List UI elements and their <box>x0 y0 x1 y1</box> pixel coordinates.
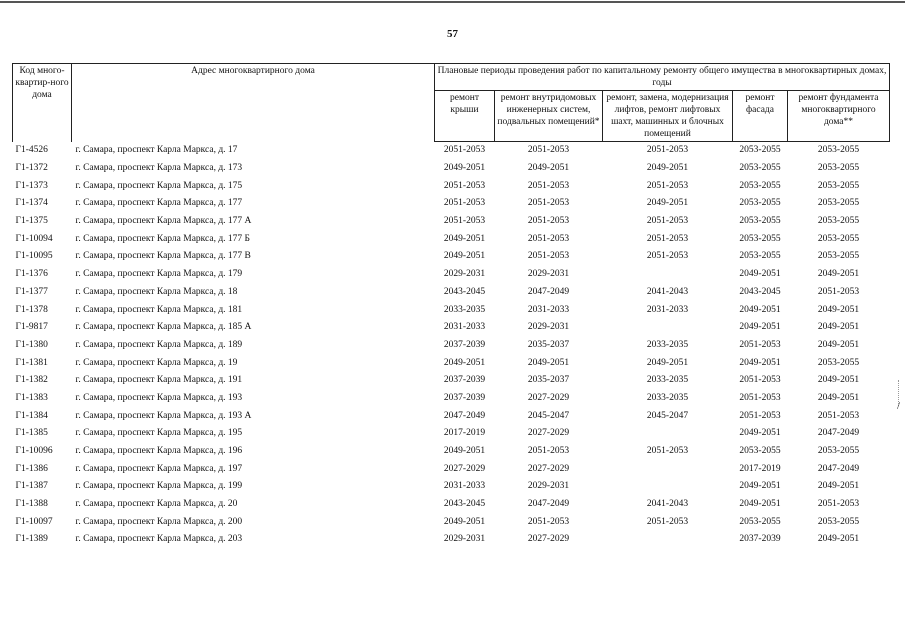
cell-foundation: 2051-2053 <box>817 286 860 297</box>
cell-facade: 2049-2051 <box>739 357 781 368</box>
cell-lifts <box>603 478 733 496</box>
cell-address: г. Самара, проспект Карла Маркса, д. 193 А <box>75 410 252 421</box>
cell-address: г. Самара, проспект Карла Маркса, д. 203 <box>75 534 243 545</box>
cell-code: Г1-10094 <box>15 233 53 244</box>
cell-facade: 2017-2019 <box>739 463 781 474</box>
cell-roof: 2051-2053 <box>443 180 486 191</box>
cell-facade: 2049-2051 <box>739 304 781 315</box>
cell-facade: 2049-2051 <box>739 499 781 510</box>
page-number: 57 <box>447 28 458 40</box>
cell-address: г. Самара, проспект Карла Маркса, д. 193 <box>75 392 243 403</box>
cell-lifts: 2033-2035 <box>646 375 689 386</box>
cell-foundation: 2053-2055 <box>817 446 860 457</box>
table-body <box>13 142 890 549</box>
cell-facade: 2053-2055 <box>739 163 781 174</box>
cell-address: г. Самара, проспект Карла Маркса, д. 181 <box>75 304 243 315</box>
cell-systems: 2035-2037 <box>527 375 570 386</box>
cell-code: Г1-1387 <box>15 481 48 492</box>
cell-roof: 2017-2019 <box>443 428 486 439</box>
header-code: Код много-квартир-ного дома <box>13 64 72 142</box>
table-row <box>13 390 890 408</box>
cell-code: Г1-1389 <box>15 534 48 545</box>
table-row <box>13 407 890 425</box>
cell-lifts: 2051-2053 <box>646 251 689 262</box>
table-row <box>13 213 890 231</box>
cell-foundation: 2047-2049 <box>817 463 860 474</box>
cell-foundation: 2049-2051 <box>817 322 860 333</box>
cell-lifts: 2051-2053 <box>646 446 689 457</box>
cell-lifts: 2051-2053 <box>646 145 689 156</box>
cell-lifts: 2051-2053 <box>646 180 689 191</box>
cell-foundation: 2049-2051 <box>817 481 860 492</box>
cell-roof: 2049-2051 <box>443 516 486 527</box>
cell-systems: 2047-2049 <box>527 286 570 297</box>
header-lifts: ремонт, замена, модернизация лифтов, ремонт лифтовых шахт, машинных и блочных помещений <box>603 91 733 142</box>
cell-facade: 2053-2055 <box>739 145 781 156</box>
table-row <box>13 195 890 213</box>
cell-lifts <box>603 425 733 443</box>
cell-systems: 2049-2051 <box>527 357 570 368</box>
cell-foundation: 2049-2051 <box>817 304 860 315</box>
cell-lifts <box>603 266 733 284</box>
cell-roof: 2049-2051 <box>443 357 486 368</box>
cell-foundation: 2053-2055 <box>817 251 860 262</box>
cell-facade: 2053-2055 <box>739 233 781 244</box>
cell-address: г. Самара, проспект Карла Маркса, д. 18 <box>75 286 238 297</box>
cell-address: г. Самара, проспект Карла Маркса, д. 199 <box>75 481 243 492</box>
cell-facade: 2043-2045 <box>739 286 781 297</box>
cell-facade: 2049-2051 <box>739 428 781 439</box>
cell-systems: 2051-2053 <box>527 446 570 457</box>
cell-systems: 2051-2053 <box>527 145 570 156</box>
cell-address: г. Самара, проспект Карла Маркса, д. 177 А <box>75 216 252 227</box>
repair-schedule-table <box>12 63 890 549</box>
cell-roof: 2031-2033 <box>443 481 486 492</box>
cell-facade: 2049-2051 <box>739 481 781 492</box>
cell-lifts: 2051-2053 <box>646 216 689 227</box>
cell-roof: 2049-2051 <box>443 163 486 174</box>
cell-address: г. Самара, проспект Карла Маркса, д. 173 <box>75 163 243 174</box>
cell-foundation: 2053-2055 <box>817 180 860 191</box>
cell-roof: 2049-2051 <box>443 233 486 244</box>
cell-facade: 2051-2053 <box>739 392 781 403</box>
table-row <box>13 337 890 355</box>
header-address: Адрес многоквартирного дома <box>72 64 435 142</box>
table-row <box>13 531 890 549</box>
cell-lifts <box>603 460 733 478</box>
cell-address: г. Самара, проспект Карла Маркса, д. 177 В <box>75 251 251 262</box>
cell-roof: 2049-2051 <box>443 251 486 262</box>
cell-systems: 2051-2053 <box>527 516 570 527</box>
cell-facade: 2053-2055 <box>739 446 781 457</box>
table-row <box>13 248 890 266</box>
cell-lifts: 2051-2053 <box>646 516 689 527</box>
table-row <box>13 354 890 372</box>
cell-lifts: 2051-2053 <box>646 233 689 244</box>
cell-systems: 2051-2053 <box>527 198 570 209</box>
cell-facade: 2053-2055 <box>739 198 781 209</box>
cell-code: Г1-10096 <box>15 446 53 457</box>
cell-address: г. Самара, проспект Карла Маркса, д. 177 <box>75 198 243 209</box>
cell-code: Г1-1383 <box>15 392 48 403</box>
cell-lifts: 2049-2051 <box>646 198 689 209</box>
cell-roof: 2047-2049 <box>443 410 486 421</box>
cell-address: г. Самара, проспект Карла Маркса, д. 195 <box>75 428 243 439</box>
cell-roof: 2051-2053 <box>443 198 486 209</box>
table-row <box>13 496 890 514</box>
cell-address: г. Самара, проспект Карла Маркса, д. 200 <box>75 516 243 527</box>
cell-foundation: 2053-2055 <box>817 163 860 174</box>
table-row <box>13 372 890 390</box>
cell-address: г. Самара, проспект Карла Маркса, д. 196 <box>75 446 243 457</box>
table-row <box>13 425 890 443</box>
cell-code: Г1-1376 <box>15 269 48 280</box>
table-row <box>13 160 890 178</box>
table-row <box>13 443 890 461</box>
cell-foundation: 2049-2051 <box>817 534 860 545</box>
table-row <box>13 230 890 248</box>
cell-code: Г1-1375 <box>15 216 48 227</box>
cell-code: Г1-1381 <box>15 357 48 368</box>
cell-code: Г1-1374 <box>15 198 48 209</box>
cell-code: Г1-1380 <box>15 339 48 350</box>
cell-address: г. Самара, проспект Карла Маркса, д. 197 <box>75 463 243 474</box>
cell-lifts: 2049-2051 <box>646 357 689 368</box>
cell-address: г. Самара, проспект Карла Маркса, д. 177 Б <box>75 233 251 244</box>
table-row <box>13 319 890 337</box>
cell-systems: 2027-2029 <box>527 428 570 439</box>
table-row <box>13 513 890 531</box>
cell-roof: 2051-2053 <box>443 145 486 156</box>
cell-foundation: 2053-2055 <box>817 516 860 527</box>
cell-code: Г1-1378 <box>15 304 48 315</box>
cell-code: Г1-1384 <box>15 410 48 421</box>
table-row <box>13 177 890 195</box>
cell-systems: 2051-2053 <box>527 216 570 227</box>
table-row <box>13 266 890 284</box>
cell-systems: 2031-2033 <box>527 304 570 315</box>
top-rule <box>0 1 905 3</box>
cell-facade: 2053-2055 <box>739 180 781 191</box>
header-periods: Плановые периоды проведения работ по капитальному ремонту общего имущества в многоквартирных домах, годы <box>435 64 890 91</box>
cell-lifts: 2045-2047 <box>646 410 689 421</box>
cell-roof: 2027-2029 <box>443 463 486 474</box>
cell-roof: 2049-2051 <box>443 446 486 457</box>
cell-systems: 2027-2029 <box>527 392 570 403</box>
header-systems: ремонт внутридомовых инженерных систем, подвальных помещений* <box>495 91 603 142</box>
cell-lifts: 2033-2035 <box>646 392 689 403</box>
cell-foundation: 2049-2051 <box>817 375 860 386</box>
cell-address: г. Самара, проспект Карла Маркса, д. 179 <box>75 269 243 280</box>
cell-foundation: 2053-2055 <box>817 233 860 244</box>
cell-facade: 2049-2051 <box>739 322 781 333</box>
cell-code: Г1-1386 <box>15 463 48 474</box>
cell-code: Г1-4526 <box>15 145 48 156</box>
cell-code: Г1-9817 <box>15 322 48 333</box>
cell-facade: 2053-2055 <box>739 216 781 227</box>
cell-address: г. Самара, проспект Карла Маркса, д. 185 А <box>75 322 252 333</box>
header-roof: ремонт крыши <box>435 91 495 142</box>
table-row <box>13 478 890 496</box>
cell-roof: 2037-2039 <box>443 375 486 386</box>
cell-foundation: 2049-2051 <box>817 269 860 280</box>
cell-systems: 2047-2049 <box>527 499 570 510</box>
table-row <box>13 460 890 478</box>
cell-foundation: 2053-2055 <box>817 198 860 209</box>
cell-code: Г1-10097 <box>15 516 53 527</box>
cell-systems: 2029-2031 <box>527 481 570 492</box>
cell-facade: 2051-2053 <box>739 410 781 421</box>
cell-address: г. Самара, проспект Карла Маркса, д. 189 <box>75 339 243 350</box>
cell-systems: 2051-2053 <box>527 233 570 244</box>
cell-systems: 2029-2031 <box>527 322 570 333</box>
cell-foundation: 2053-2055 <box>817 145 860 156</box>
cell-systems: 2049-2051 <box>527 163 570 174</box>
cell-systems: 2027-2029 <box>527 463 570 474</box>
cell-address: г. Самара, проспект Карла Маркса, д. 19 <box>75 357 238 368</box>
header-facade: ремонт фасада <box>733 91 788 142</box>
cell-systems: 2027-2029 <box>527 534 570 545</box>
cell-systems: 2045-2047 <box>527 410 570 421</box>
cell-lifts <box>603 531 733 549</box>
cell-roof: 2037-2039 <box>443 392 486 403</box>
table-row <box>13 142 890 160</box>
cell-address: г. Самара, проспект Карла Маркса, д. 20 <box>75 499 238 510</box>
cell-address: г. Самара, проспект Карла Маркса, д. 17 <box>75 145 238 156</box>
cell-foundation: 2053-2055 <box>817 216 860 227</box>
cell-systems: 2051-2053 <box>527 180 570 191</box>
cell-facade: 2051-2053 <box>739 339 781 350</box>
cell-lifts <box>603 319 733 337</box>
cell-address: г. Самара, проспект Карла Маркса, д. 191 <box>75 375 243 386</box>
cell-lifts: 2041-2043 <box>646 286 689 297</box>
cell-code: Г1-1385 <box>15 428 48 439</box>
cell-foundation: 2047-2049 <box>817 428 860 439</box>
cell-roof: 2043-2045 <box>443 286 486 297</box>
cell-lifts: 2033-2035 <box>646 339 689 350</box>
cell-roof: 2043-2045 <box>443 499 486 510</box>
cell-roof: 2037-2039 <box>443 339 486 350</box>
cell-foundation: 2051-2053 <box>817 410 860 421</box>
cell-lifts: 2031-2033 <box>646 304 689 315</box>
cell-facade: 2037-2039 <box>739 534 781 545</box>
cell-code: Г1-10095 <box>15 251 53 262</box>
table-row <box>13 301 890 319</box>
cell-roof: 2051-2053 <box>443 216 486 227</box>
cell-foundation: 2049-2051 <box>817 339 860 350</box>
cell-code: Г1-1388 <box>15 499 48 510</box>
header-foundation: ремонт фундамента многоквартирного дома** <box>788 91 890 142</box>
cell-lifts: 2041-2043 <box>646 499 689 510</box>
cell-systems: 2029-2031 <box>527 269 570 280</box>
cell-address: г. Самара, проспект Карла Маркса, д. 175 <box>75 180 243 191</box>
cell-foundation: 2051-2053 <box>817 499 860 510</box>
cell-roof: 2031-2033 <box>443 322 486 333</box>
table-row <box>13 284 890 302</box>
cell-code: Г1-1373 <box>15 180 48 191</box>
cell-roof: 2029-2031 <box>443 534 486 545</box>
cell-foundation: 2049-2051 <box>817 392 860 403</box>
cell-code: Г1-1382 <box>15 375 48 386</box>
cell-lifts: 2049-2051 <box>646 163 689 174</box>
cell-code: Г1-1372 <box>15 163 48 174</box>
cell-facade: 2051-2053 <box>739 375 781 386</box>
cell-roof: 2033-2035 <box>443 304 486 315</box>
cell-facade: 2049-2051 <box>739 269 781 280</box>
cell-roof: 2029-2031 <box>443 269 486 280</box>
cell-systems: 2051-2053 <box>527 251 570 262</box>
cell-facade: 2053-2055 <box>739 516 781 527</box>
cell-foundation: 2053-2055 <box>817 357 860 368</box>
cell-facade: 2053-2055 <box>739 251 781 262</box>
cell-systems: 2035-2037 <box>527 339 570 350</box>
cell-code: Г1-1377 <box>15 286 48 297</box>
margin-stroke: / <box>897 400 901 412</box>
